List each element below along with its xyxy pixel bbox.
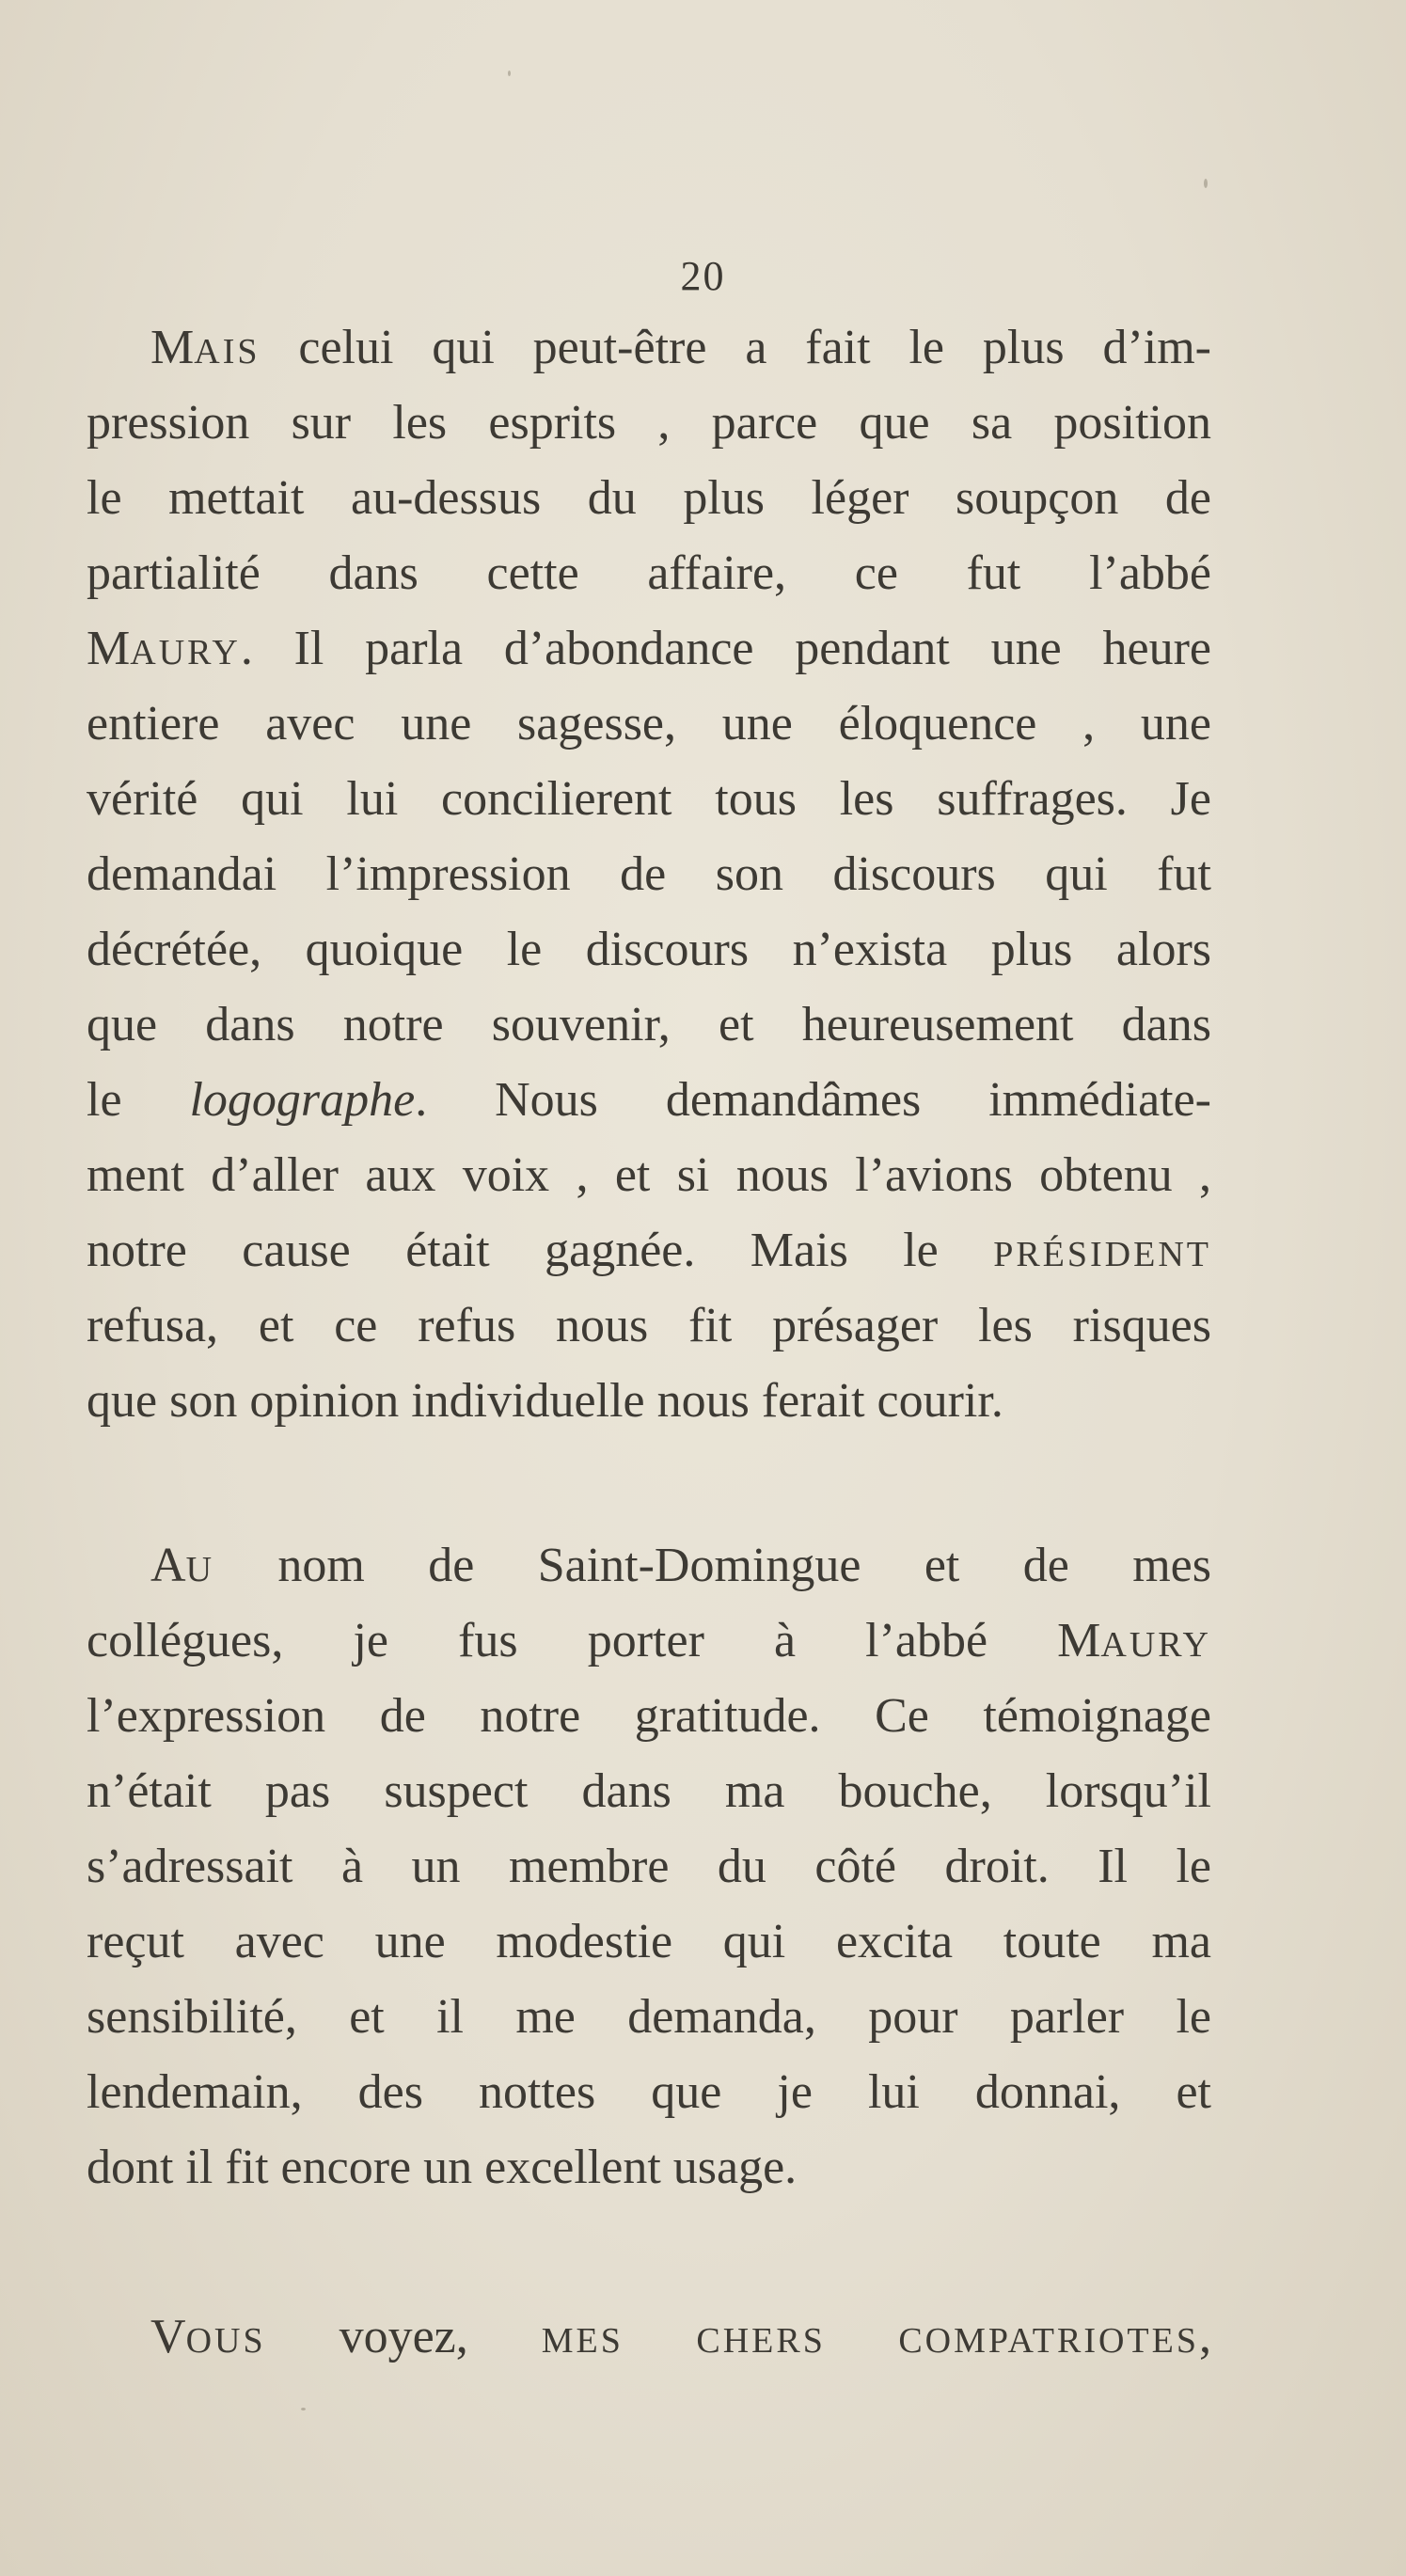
text-line: entiere avec une sagesse, une éloquence , une bbox=[87, 697, 1211, 751]
text-line: partialité dans cette affaire, ce fut l’abbé bbox=[87, 546, 1211, 600]
text-line: refusa, et ce refus nous fit présager les risques bbox=[87, 1299, 1211, 1352]
page-number: 20 bbox=[680, 253, 726, 299]
text-line: AU nom de Saint-Domingue et de mes bbox=[150, 1539, 1211, 1592]
text-line: collégues, je fus porter à l’abbé MAURY bbox=[87, 1614, 1211, 1667]
text-line: VOUS voyez, MES CHERS COMPATRIOTES, bbox=[150, 2310, 1211, 2363]
text-line: dont il fit encore un excellent usage. bbox=[87, 2141, 798, 2194]
paragraph-1 bbox=[87, 310, 1211, 1439]
text-line: le logographe. Nous demandâmes immédiate- bbox=[87, 1073, 1211, 1127]
paper-speck bbox=[508, 71, 511, 76]
paper-speck bbox=[301, 2408, 306, 2410]
paragraph-2 bbox=[87, 1528, 1211, 2205]
paper-speck bbox=[1204, 179, 1208, 188]
text-line: vérité qui lui concilierent tous les suffrages. Je bbox=[87, 772, 1211, 826]
text-line: sensibilité, et il me demanda, pour parler le bbox=[87, 1990, 1211, 2044]
text-line: demandai l’impression de son discours qui fut bbox=[87, 847, 1211, 901]
text-line: MAIS celui qui peut-être a fait le plus d’im- bbox=[150, 321, 1211, 374]
text-line: ment d’aller aux voix , et si nous l’avions obtenu , bbox=[87, 1148, 1211, 1202]
text-line: notre cause était gagnée. Mais le PRÉSIDENT bbox=[87, 1224, 1211, 1277]
text-line: que dans notre souvenir, et heureusement dans bbox=[87, 998, 1211, 1051]
paragraph-3 bbox=[87, 2299, 1211, 2375]
text-line: s’adressait à un membre du côté droit. Il le bbox=[87, 1840, 1211, 1893]
text-line: décrétée, quoique le discours n’exista plus alors bbox=[87, 923, 1211, 976]
text-line: MAURY. Il parla d’abondance pendant une heure bbox=[87, 622, 1211, 675]
text-line: lendemain, des nottes que je lui donnai, et bbox=[87, 2065, 1211, 2119]
text-line: reçut avec une modestie qui excita toute ma bbox=[87, 1915, 1211, 1968]
text-line: le mettait au-dessus du plus léger soupçon de bbox=[87, 471, 1211, 525]
text-line: l’expression de notre gratitude. Ce témoignage bbox=[87, 1689, 1211, 1743]
text-line: n’était pas suspect dans ma bouche, lorsqu’il bbox=[87, 1764, 1211, 1818]
text-line: que son opinion individuelle nous ferait courir. bbox=[87, 1374, 1003, 1428]
text-line: pression sur les esprits , parce que sa position bbox=[87, 396, 1211, 450]
